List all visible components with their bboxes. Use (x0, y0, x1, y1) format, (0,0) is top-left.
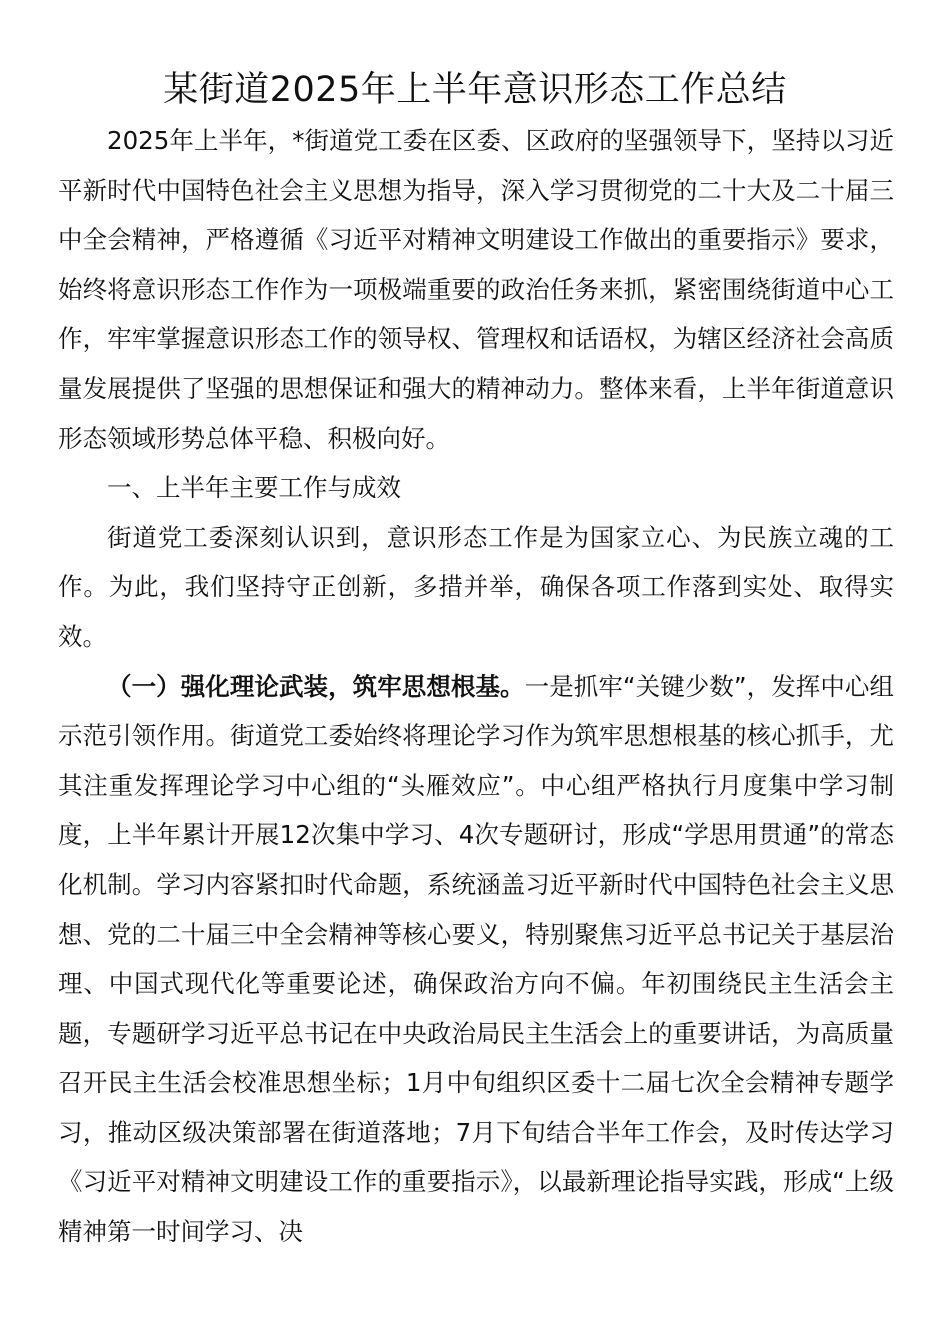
item-text: 一是抓牢“关键少数”，发挥中心组示范引领作用。街道党工委始终将理论学习作为筑牢思想根基的核心抓手，尤其注重发挥理论学习中心组的“头雁效应”。中心组严格执行月度集中学习制度，上半年累计开展12次集中学习、4次专题研讨，形成“学思用贯通”的常态化机制。学习内容紧扣时代命题，系统涵盖习近平新时代中国特色社会主义思想、党的二十届三中全会精神等核心要义，特别聚焦习近平总书记关于基层治理、中国式现代化等重要论述，确保政治方向不偏。年初围绕民主生活会主题，专题研学习近平总书记在中央政治局民主生活会上的重要讲话，为高质量召开民主生活会校准思想坐标；1月中旬组织区委十二届七次全会精神专题学习，推动区级决策部署在街道落地；7月下旬结合半年工作会，及时传达学习《习近平对精神文明建设工作的重要指示》，以最新理论指导实践，形成“上级精神第一时间学习、决 (58, 671, 894, 1247)
document-body (58, 116, 894, 1257)
document-title: 某街道2025年上半年意识形态工作总结 (163, 70, 787, 110)
item-paragraph (58, 662, 894, 1257)
section-intro-paragraph: 街道党工委深刻认识到，意识形态工作是为国家立心、为民族立魂的工作。为此，我们坚持守正创新，多措并举，确保各项工作落到实处、取得实效。 (58, 522, 894, 651)
section-heading: 一、上半年主要工作与成效 (107, 473, 401, 503)
intro-paragraph: 2025年上半年，*街道党工委在区委、区政府的坚强领导下，坚持以习近平新时代中国特色社会主义思想为指导，深入学习贯彻党的二十大及二十届三中全会精神，严格遵循《习近平对精神文明建设工作做出的重要指示》要求，始终将意识形态工作作为一项极端重要的政治任务来抓，紧密围绕街道中心工作，牢牢掌握意识形态工作的领导权、管理权和话语权，为辖区经济社会高质量发展提供了坚强的思想保证和强大的精神动力。整体来看，上半年街道意识形态领域形势总体平稳、积极向好。 (58, 126, 894, 453)
item-lead: （一）强化理论武装，筑牢思想根基。 (107, 671, 525, 701)
